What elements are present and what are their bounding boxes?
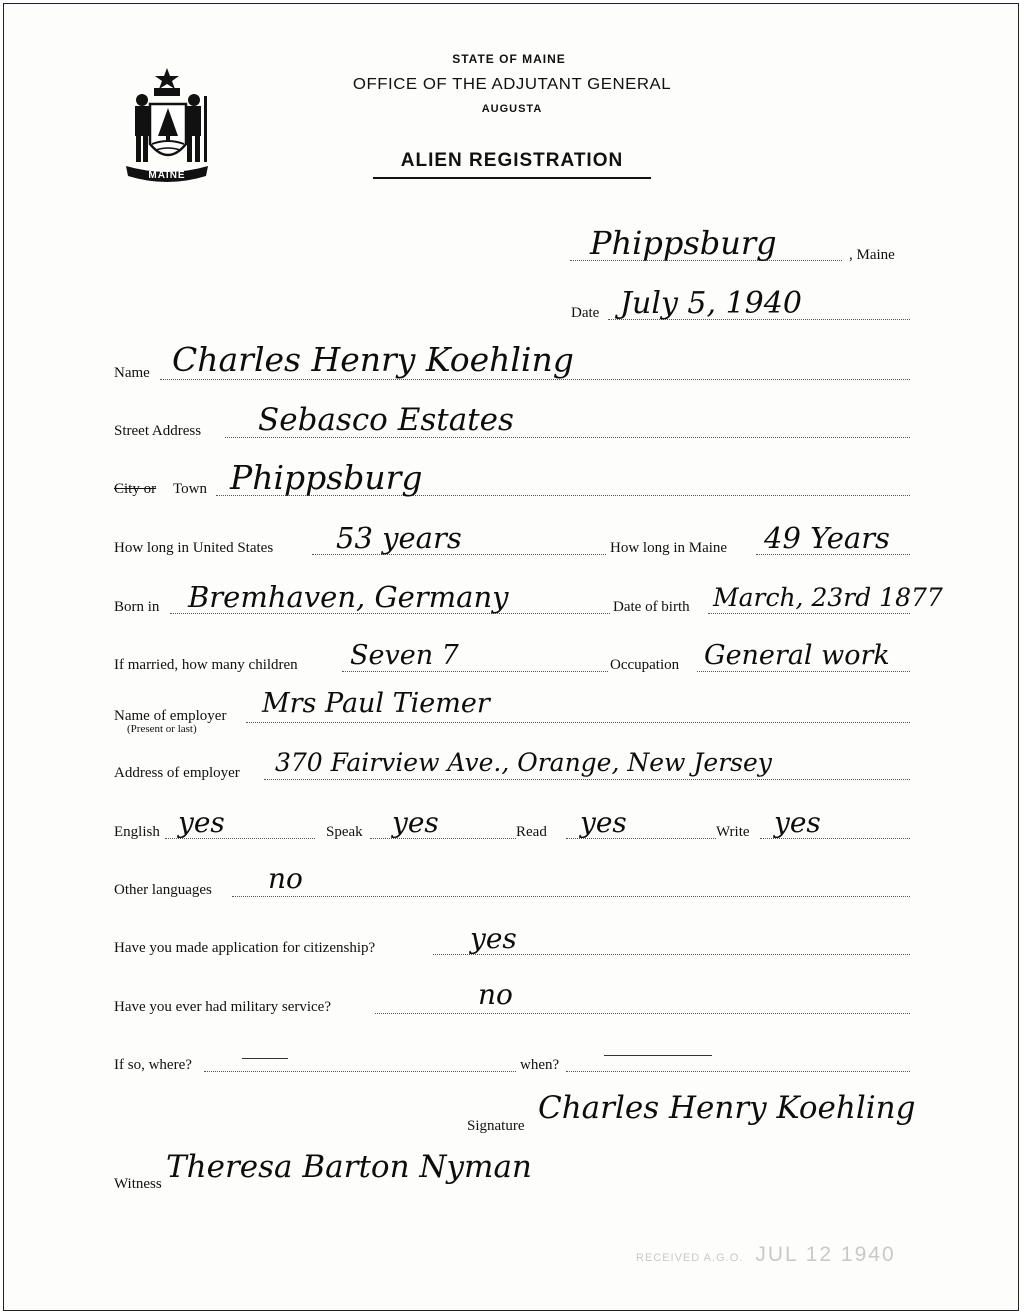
occupation-label: Occupation bbox=[610, 657, 680, 673]
received-stamp bbox=[636, 1243, 896, 1267]
employer-note: (Present or last) bbox=[127, 723, 197, 735]
military-label: Have you ever had military service? bbox=[114, 999, 331, 1015]
witness-label: Witness bbox=[114, 1176, 162, 1192]
children-value: Seven 7 bbox=[350, 640, 459, 671]
signature-label: Signature bbox=[467, 1118, 525, 1134]
citizenship-label: Have you made application for citizenship? bbox=[114, 940, 376, 956]
read-value: yes bbox=[580, 806, 627, 839]
employer-label: Name of employer bbox=[114, 708, 227, 724]
speak-label: Speak bbox=[326, 824, 363, 840]
in-maine-value: 49 Years bbox=[764, 521, 890, 555]
town-label: Town bbox=[173, 481, 207, 497]
street-value: Sebasco Estates bbox=[258, 402, 514, 438]
military-line bbox=[375, 1013, 910, 1014]
when-label: when? bbox=[520, 1057, 560, 1073]
in-maine-label: How long in Maine bbox=[610, 540, 728, 556]
write-label: Write bbox=[716, 824, 750, 840]
speak-value: yes bbox=[392, 806, 439, 839]
when-dash bbox=[604, 1055, 712, 1056]
maine-label: , Maine bbox=[849, 247, 895, 263]
form-title: ALIEN REGISTRATION bbox=[400, 150, 624, 171]
born-value: Bremhaven, Germany bbox=[188, 580, 509, 614]
where-dash bbox=[242, 1058, 288, 1059]
date-value: July 5, 1940 bbox=[620, 286, 802, 321]
occupation-line bbox=[697, 671, 910, 672]
date-label: Date bbox=[571, 305, 600, 321]
header-city: AUGUSTA bbox=[481, 103, 543, 115]
children-label: If married, how many children bbox=[114, 657, 298, 673]
svg-text:MAINE: MAINE bbox=[148, 170, 186, 181]
header-state: STATE OF MAINE bbox=[452, 52, 566, 66]
name-line bbox=[160, 379, 910, 380]
employer-addr-line bbox=[264, 779, 910, 780]
dob-line bbox=[708, 613, 910, 614]
witness-value: Theresa Barton Nyman bbox=[166, 1149, 532, 1185]
dob-label: Date of birth bbox=[613, 599, 690, 615]
english-label: English bbox=[114, 824, 160, 840]
name-label: Name bbox=[114, 365, 150, 381]
employer-addr-value: 370 Fairview Ave., Orange, New Jersey bbox=[275, 748, 772, 777]
other-lang-label: Other languages bbox=[114, 882, 212, 898]
in-us-value: 53 years bbox=[336, 521, 462, 555]
in-us-label: How long in United States bbox=[114, 540, 274, 556]
occupation-value: General work bbox=[704, 640, 890, 671]
street-label: Street Address bbox=[114, 423, 202, 439]
town-top-value: Phippsburg bbox=[590, 224, 777, 262]
english-value: yes bbox=[178, 806, 225, 839]
dob-value: March, 23rd 1877 bbox=[713, 583, 943, 612]
citizenship-value: yes bbox=[470, 922, 517, 955]
employer-value: Mrs Paul Tiemer bbox=[262, 688, 490, 719]
other-lang-line bbox=[232, 896, 910, 897]
born-label: Born in bbox=[114, 599, 160, 615]
employer-line bbox=[246, 722, 910, 723]
where-line bbox=[204, 1071, 516, 1072]
when-line bbox=[566, 1071, 910, 1072]
where-label: If so, where? bbox=[114, 1057, 192, 1073]
name-value: Charles Henry Koehling bbox=[172, 340, 574, 379]
children-line bbox=[342, 671, 608, 672]
write-value: yes bbox=[774, 806, 821, 839]
city-label-struck: City or bbox=[114, 481, 157, 497]
stamp-received: RECEIVED A.G.O. bbox=[636, 1252, 744, 1264]
header-office: OFFICE OF THE ADJUTANT GENERAL bbox=[352, 76, 672, 93]
title-underline bbox=[373, 177, 651, 179]
military-value: no bbox=[478, 978, 513, 1011]
signature-value: Charles Henry Koehling bbox=[538, 1090, 916, 1126]
read-label: Read bbox=[516, 824, 547, 840]
employer-addr-label: Address of employer bbox=[114, 765, 240, 781]
stamp-date: JUL 12 1940 bbox=[755, 1243, 896, 1266]
other-lang-value: no bbox=[268, 862, 303, 895]
town-value: Phippsburg bbox=[230, 458, 423, 497]
